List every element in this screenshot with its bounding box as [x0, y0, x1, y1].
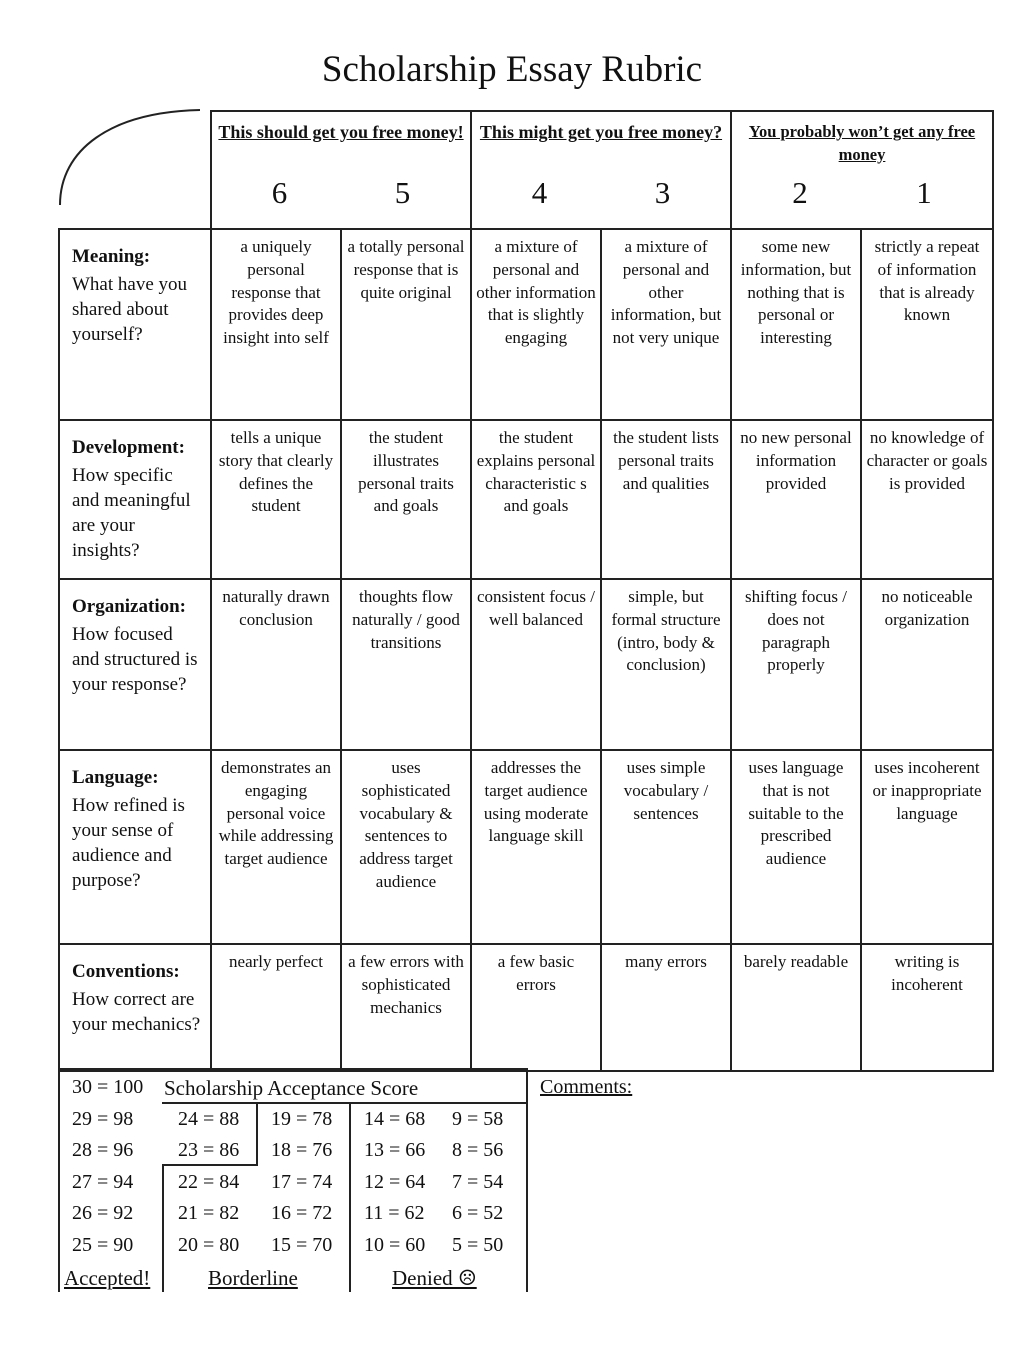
score-entry: 12 = 64	[364, 1171, 426, 1193]
score-entry: 28 = 96	[72, 1139, 134, 1161]
rubric-cell: a totally personal response that is quite original	[341, 229, 471, 420]
score-entry: 9 = 58	[452, 1108, 504, 1130]
legend-borderline: Borderline	[208, 1266, 298, 1290]
legend-denied: Denied ☹	[392, 1266, 477, 1290]
score-entry: 22 = 84	[178, 1171, 240, 1193]
score-entry: 26 = 92	[72, 1202, 134, 1224]
rubric-cell: no noticeable organization	[861, 579, 993, 750]
score-entry: 6 = 52	[452, 1202, 504, 1224]
rubric-cell: consistent focus / well balanced	[471, 579, 601, 750]
rubric-cell: uses simple vocabulary / sentences	[601, 750, 731, 944]
rubric-cell: writing is incoherent	[861, 944, 993, 1071]
legend-accepted: Accepted!	[64, 1266, 151, 1290]
criterion-row-meaning	[59, 229, 993, 420]
rubric-cell: the student explains personal characteristic s and goals	[471, 420, 601, 579]
tier-label: You probably won’t get any free money	[748, 122, 976, 164]
score-entry: 16 = 72	[271, 1202, 333, 1224]
score-entry: 14 = 68	[364, 1108, 426, 1130]
criterion-question: How focused and structured is your response?	[72, 624, 198, 695]
tier-label: This should get you free money!	[218, 122, 464, 142]
criterion-cell	[59, 579, 211, 750]
score-entry: 10 = 60	[364, 1234, 426, 1256]
tier-label: This might get you free money?	[479, 122, 723, 142]
score-entry: 15 = 70	[271, 1234, 333, 1256]
tier-header-mid	[471, 111, 731, 229]
criterion-row-language	[59, 750, 993, 944]
rubric-cell: naturally drawn conclusion	[211, 579, 341, 750]
criterion-row-conventions	[59, 944, 993, 1071]
rubric-table	[58, 110, 994, 1072]
criterion-question: What have you shared about yourself?	[72, 274, 188, 345]
corner-cell	[59, 111, 211, 229]
score-entry: 23 = 86	[178, 1139, 240, 1161]
rubric-cell: demonstrates an engaging personal voice while addressing target audience	[211, 750, 341, 944]
score-entry: 7 = 54	[452, 1171, 504, 1193]
criterion-name: Conventions:	[72, 961, 180, 982]
score-number: 4	[531, 175, 548, 210]
score-entry: 11 = 62	[364, 1202, 425, 1224]
rubric-cell: a mixture of personal and other information, but not very unique	[601, 229, 731, 420]
rubric-cell: a few basic errors	[471, 944, 601, 1071]
criterion-cell	[59, 229, 211, 420]
score-entry: 18 = 76	[271, 1139, 333, 1161]
criterion-question: How specific and meaningful are your insights?	[72, 465, 191, 561]
score-entry: 21 = 82	[178, 1202, 240, 1224]
score-conversion-table	[58, 1068, 528, 1292]
rubric-cell: some new information, but nothing that is personal or interesting	[731, 229, 861, 420]
score-number: 5	[394, 175, 411, 210]
criterion-name: Organization:	[72, 596, 186, 617]
score-number: 2	[792, 175, 808, 210]
criterion-row-organization	[59, 579, 993, 750]
score-entry: 25 = 90	[72, 1234, 134, 1256]
criterion-cell	[59, 420, 211, 579]
rubric-cell: a uniquely personal response that provides deep insight into self	[211, 229, 341, 420]
rubric-cell: simple, but formal structure (intro, body & conclusion)	[601, 579, 731, 750]
rubric-cell: strictly a repeat of information that is already known	[861, 229, 993, 420]
rubric-cell: shifting focus / does not paragraph properly	[731, 579, 861, 750]
score-number: 1	[916, 175, 932, 210]
rubric-cell: a mixture of personal and other information that is slightly engaging	[471, 229, 601, 420]
rubric-cell: uses incoherent or inappropriate language	[861, 750, 993, 944]
score-top: 30 = 100	[72, 1076, 144, 1098]
score-entry: 5 = 50	[452, 1234, 504, 1256]
tier-header-row	[59, 111, 993, 229]
criterion-question: How correct are your mechanics?	[72, 989, 201, 1035]
rubric-cell: nearly perfect	[211, 944, 341, 1071]
score-heading: Scholarship Acceptance Score	[164, 1076, 419, 1100]
score-entry: 29 = 98	[72, 1108, 134, 1130]
rubric-cell: barely readable	[731, 944, 861, 1071]
tier-header-low	[731, 111, 993, 229]
tier-header-high	[211, 111, 471, 229]
rubric-cell: thoughts flow naturally / good transitions	[341, 579, 471, 750]
rubric-cell: addresses the target audience using moderate language skill	[471, 750, 601, 944]
criterion-name: Meaning:	[72, 246, 151, 267]
rubric-cell: the student lists personal traits and qualities	[601, 420, 731, 579]
criterion-cell	[59, 750, 211, 944]
criterion-name: Language:	[72, 767, 159, 788]
rubric-cell: no knowledge of character or goals is provided	[861, 420, 993, 579]
criterion-row-development	[59, 420, 993, 579]
rubric-cell: tells a unique story that clearly defines the student	[211, 420, 341, 579]
rubric-cell: uses sophisticated vocabulary & sentences to address target audience	[341, 750, 471, 944]
criterion-question: How refined is your sense of audience and purpose?	[72, 795, 185, 891]
score-entry: 27 = 94	[72, 1171, 134, 1193]
criterion-cell	[59, 944, 211, 1071]
score-number: 3	[654, 175, 671, 210]
score-number: 6	[271, 175, 288, 210]
rubric-cell: the student illustrates personal traits and goals	[341, 420, 471, 579]
rubric-cell: no new personal information provided	[731, 420, 861, 579]
score-entry: 20 = 80	[178, 1234, 240, 1256]
comments-label: Comments:	[540, 1076, 633, 1098]
score-entry: 13 = 66	[364, 1139, 426, 1161]
page-title: Scholarship Essay Rubric	[321, 49, 703, 90]
score-entry: 19 = 78	[271, 1108, 333, 1130]
score-entry: 17 = 74	[271, 1171, 333, 1193]
score-entry: 24 = 88	[178, 1108, 240, 1130]
criterion-name: Development:	[72, 437, 185, 458]
rubric-cell: many errors	[601, 944, 731, 1071]
score-entry: 8 = 56	[452, 1139, 504, 1161]
rubric-cell: a few errors with sophisticated mechanics	[341, 944, 471, 1071]
rubric-cell: uses language that is not suitable to the prescribed audience	[731, 750, 861, 944]
